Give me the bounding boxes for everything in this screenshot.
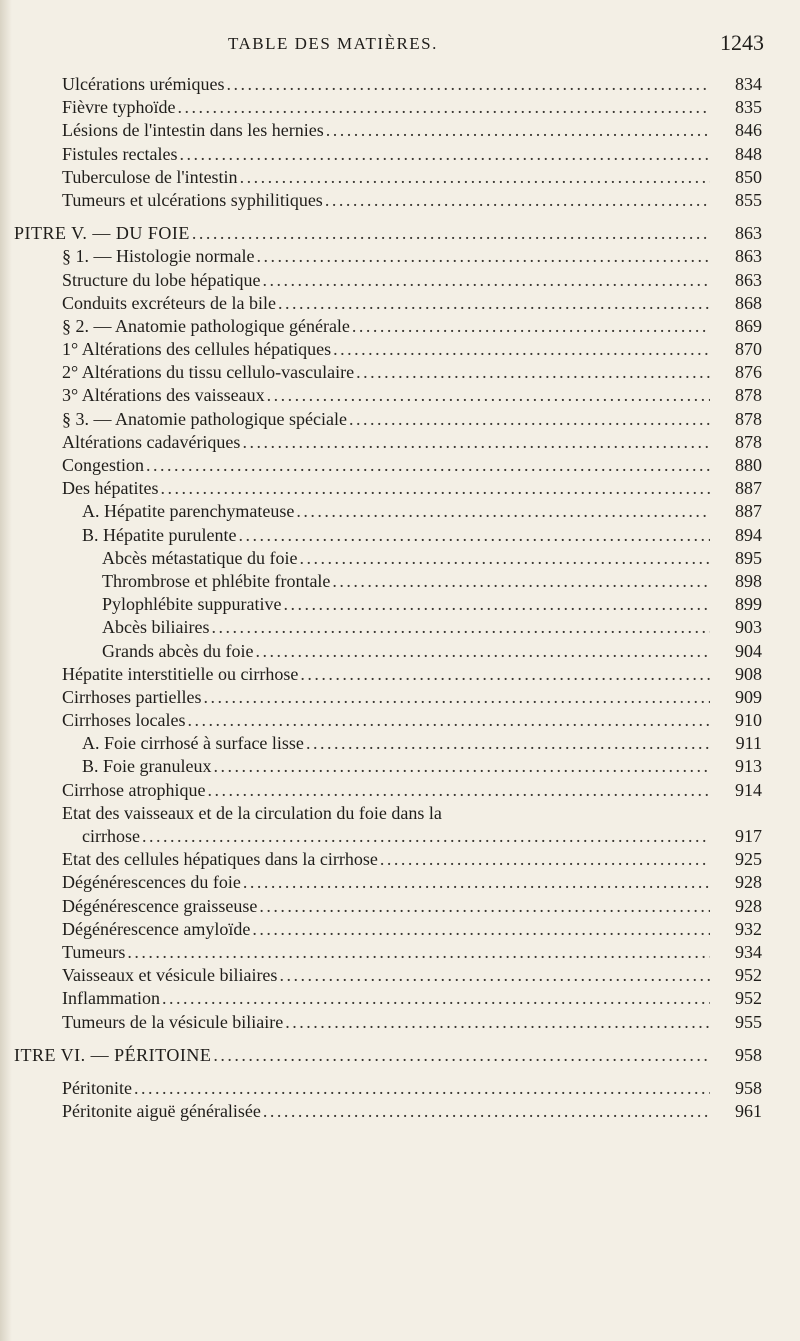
dot-leader bbox=[127, 941, 710, 964]
toc-entry-title: PITRE V. — DU FOIE bbox=[14, 223, 190, 244]
toc-page-number: 932 bbox=[735, 918, 762, 939]
toc-entry-title: Péritonite bbox=[62, 1077, 132, 1098]
dot-leader bbox=[207, 779, 710, 802]
dot-leader bbox=[134, 1077, 710, 1100]
toc-entry bbox=[0, 189, 800, 212]
toc-page-number: 910 bbox=[735, 710, 762, 731]
toc-entry-line bbox=[62, 315, 800, 338]
toc-entry bbox=[0, 245, 800, 268]
toc-entry bbox=[0, 96, 800, 119]
toc-entry-line bbox=[62, 987, 800, 1010]
toc-entry bbox=[0, 361, 800, 384]
toc-page-number: 876 bbox=[735, 362, 762, 383]
toc-entry bbox=[0, 616, 800, 639]
toc-entry-line bbox=[62, 119, 800, 142]
toc-entry-title: Dégénérescence graisseuse bbox=[62, 895, 258, 916]
toc-entry bbox=[0, 987, 800, 1010]
toc-entry-title: cirrhose bbox=[82, 826, 140, 846]
dot-leader bbox=[259, 895, 710, 918]
toc-entry-title: Fièvre typhoïde bbox=[62, 97, 176, 118]
dot-leader bbox=[267, 384, 710, 407]
toc-entry-title: Conduits excréteurs de la bile bbox=[62, 292, 276, 313]
toc-entry-title: § 2. — Anatomie pathologique générale bbox=[62, 315, 350, 336]
toc-entry bbox=[0, 802, 800, 825]
toc-entry-title: Tumeurs et ulcérations syphilitiques bbox=[62, 189, 323, 210]
dot-leader bbox=[203, 686, 710, 709]
toc-entry bbox=[0, 119, 800, 142]
toc-entry-line bbox=[62, 848, 800, 871]
toc-entry-line bbox=[62, 269, 800, 292]
toc-entry-line bbox=[62, 96, 800, 119]
toc-page-number: 863 bbox=[735, 269, 762, 290]
toc-entry bbox=[0, 1077, 800, 1100]
dot-leader bbox=[255, 640, 710, 663]
dot-leader bbox=[262, 269, 710, 292]
dot-leader bbox=[332, 570, 710, 593]
toc-entry bbox=[0, 384, 800, 407]
toc-page-number: 955 bbox=[735, 1011, 762, 1032]
toc-entry-line bbox=[62, 1100, 800, 1123]
dot-leader bbox=[333, 338, 710, 361]
toc-page-number: 848 bbox=[735, 143, 762, 164]
toc-page-number: 952 bbox=[735, 965, 762, 986]
dot-leader bbox=[299, 547, 710, 570]
dot-leader bbox=[192, 222, 710, 245]
toc-entry-title: Dégénérescence amyloïde bbox=[62, 918, 251, 939]
toc-entry-line bbox=[62, 871, 800, 894]
dot-leader bbox=[240, 166, 710, 189]
toc-entry-title: Grands abcès du foie bbox=[102, 640, 254, 661]
toc-entry bbox=[0, 732, 800, 755]
table-of-contents bbox=[0, 73, 800, 1123]
toc-page-number: 855 bbox=[735, 189, 762, 210]
dot-leader bbox=[306, 732, 710, 755]
dot-leader bbox=[256, 245, 710, 268]
toc-entry-line bbox=[82, 500, 800, 523]
toc-page-number: 909 bbox=[735, 686, 762, 707]
toc-entry-title: Fistules rectales bbox=[62, 143, 178, 164]
toc-entry bbox=[0, 454, 800, 477]
toc-page-number: 934 bbox=[735, 941, 762, 962]
toc-entry-line bbox=[62, 361, 800, 384]
toc-page-number: 952 bbox=[735, 988, 762, 1009]
toc-entry bbox=[0, 640, 800, 663]
toc-page-number: 913 bbox=[735, 756, 762, 777]
dot-leader bbox=[352, 315, 710, 338]
toc-entry-title: Hépatite interstitielle ou cirrhose bbox=[62, 663, 299, 684]
toc-entry bbox=[0, 547, 800, 570]
toc-entry-line bbox=[82, 732, 800, 755]
toc-entry bbox=[0, 593, 800, 616]
toc-page-number: 880 bbox=[735, 455, 762, 475]
toc-entry-title: Tumeurs de la vésicule biliaire bbox=[62, 1011, 284, 1032]
toc-entry-title: ITRE VI. — PÉRITOINE bbox=[14, 1044, 212, 1065]
dot-leader bbox=[162, 987, 710, 1010]
toc-entry-title: § 3. — Anatomie pathologique spéciale bbox=[62, 408, 347, 429]
toc-page-number: 961 bbox=[735, 1101, 762, 1122]
dot-leader bbox=[263, 1100, 710, 1123]
toc-entry bbox=[0, 1100, 800, 1123]
toc-page-number: 958 bbox=[735, 1077, 762, 1098]
toc-entry-line bbox=[102, 547, 800, 570]
toc-entry bbox=[0, 315, 800, 338]
toc-entry-title: Cirrhoses partielles bbox=[62, 686, 202, 707]
toc-page-number: 878 bbox=[735, 408, 762, 429]
dot-leader bbox=[296, 500, 710, 523]
toc-entry-line bbox=[62, 895, 800, 918]
dot-leader bbox=[213, 755, 710, 778]
toc-entry-title: Pylophlébite suppurative bbox=[102, 594, 282, 615]
toc-entry bbox=[0, 779, 800, 802]
toc-entry-title: Cirrhoses locales bbox=[62, 710, 186, 731]
dot-leader bbox=[179, 143, 710, 166]
toc-entry-title: 2° Altérations du tissu cellulo-vasculaire bbox=[62, 362, 355, 383]
toc-entry-line bbox=[62, 477, 800, 500]
dot-leader bbox=[326, 119, 710, 142]
dot-leader bbox=[279, 964, 710, 987]
dot-leader bbox=[243, 871, 710, 894]
toc-page-number: 868 bbox=[735, 292, 762, 313]
dot-leader bbox=[356, 361, 710, 384]
toc-entry bbox=[0, 895, 800, 918]
toc-entry-title: Ulcérations urémiques bbox=[62, 74, 225, 94]
toc-page-number: 928 bbox=[735, 872, 762, 893]
dot-leader bbox=[283, 593, 710, 616]
toc-page-number: 914 bbox=[735, 779, 762, 800]
toc-page-number: 870 bbox=[735, 339, 762, 360]
toc-entry-title: Etat des cellules hépatiques dans la cirrhose bbox=[62, 849, 378, 870]
toc-entry bbox=[0, 1011, 800, 1034]
page-number: 1243 bbox=[720, 30, 764, 55]
toc-page-number: 846 bbox=[735, 120, 762, 141]
toc-entry bbox=[0, 755, 800, 778]
toc-entry bbox=[0, 500, 800, 523]
toc-page-number: 917 bbox=[735, 826, 762, 846]
toc-page-number: 869 bbox=[735, 315, 762, 336]
dot-leader bbox=[380, 848, 710, 871]
toc-entry-line bbox=[62, 663, 800, 686]
toc-entry-line bbox=[62, 73, 800, 96]
toc-entry-line bbox=[102, 593, 800, 616]
toc-entry-line bbox=[14, 222, 800, 245]
toc-page-number: 895 bbox=[735, 547, 762, 568]
dot-leader bbox=[300, 663, 710, 686]
toc-entry-title: Abcès biliaires bbox=[102, 617, 210, 638]
toc-page-number: 925 bbox=[735, 849, 762, 870]
toc-entry-title: Tumeurs bbox=[62, 941, 126, 962]
toc-page-number: 850 bbox=[735, 166, 762, 187]
toc-entry-title: Péritonite aiguë généralisée bbox=[62, 1101, 261, 1122]
toc-entry bbox=[0, 709, 800, 732]
dot-leader bbox=[142, 825, 710, 848]
toc-entry-title: Altérations cadavériques bbox=[62, 431, 241, 452]
toc-entry-line bbox=[62, 245, 800, 268]
toc-entry-line bbox=[62, 338, 800, 361]
toc-entry bbox=[0, 686, 800, 709]
toc-entry-title: Congestion bbox=[62, 455, 145, 475]
toc-entry-title: 1° Altérations des cellules hépatiques bbox=[62, 339, 332, 360]
toc-entry bbox=[0, 941, 800, 964]
toc-entry-line bbox=[102, 570, 800, 593]
toc-entry bbox=[0, 871, 800, 894]
running-title: TABLE DES MATIÈRES. bbox=[228, 34, 438, 53]
toc-entry-line bbox=[62, 431, 800, 454]
toc-entry-line bbox=[62, 166, 800, 189]
toc-chapter-entry bbox=[0, 222, 800, 245]
toc-entry-line bbox=[62, 709, 800, 732]
toc-entry-title: Tuberculose de l'intestin bbox=[62, 166, 238, 187]
toc-page-number: 899 bbox=[735, 594, 762, 615]
toc-entry bbox=[0, 269, 800, 292]
toc-entry-title: B. Hépatite purulente bbox=[82, 524, 237, 545]
toc-entry-title: Dégénérescences du foie bbox=[62, 872, 241, 893]
toc-entry-line bbox=[62, 941, 800, 964]
toc-entry bbox=[0, 408, 800, 431]
toc-entry-title: Structure du lobe hépatique bbox=[62, 269, 261, 290]
toc-entry-line bbox=[82, 524, 800, 547]
toc-page-number: 863 bbox=[735, 246, 762, 267]
dot-leader bbox=[146, 454, 710, 477]
toc-entry-line bbox=[62, 384, 800, 407]
toc-entry-title: Abcès métastatique du foie bbox=[102, 547, 298, 568]
toc-entry-title: Inflammation bbox=[62, 988, 160, 1009]
toc-entry-line bbox=[62, 1011, 800, 1034]
toc-entry bbox=[0, 524, 800, 547]
toc-entry-line bbox=[62, 1077, 800, 1100]
toc-entry-line bbox=[62, 292, 800, 315]
toc-page-number: 904 bbox=[735, 640, 762, 661]
toc-entry bbox=[0, 73, 800, 96]
toc-entry-line bbox=[102, 616, 800, 639]
toc-page-number: 903 bbox=[735, 617, 762, 638]
toc-entry bbox=[0, 964, 800, 987]
toc-entry-line bbox=[62, 686, 800, 709]
toc-entry bbox=[0, 292, 800, 315]
toc-entry-line bbox=[62, 454, 800, 477]
dot-leader bbox=[177, 96, 710, 119]
toc-chapter-entry bbox=[0, 1044, 800, 1067]
toc-entry-title: Des hépatites bbox=[62, 478, 159, 499]
dot-leader bbox=[187, 709, 710, 732]
toc-page-number: 878 bbox=[735, 385, 762, 406]
toc-entry-title: § 1. — Histologie normale bbox=[62, 246, 255, 267]
dot-leader bbox=[213, 1044, 710, 1067]
toc-entry bbox=[0, 166, 800, 189]
toc-entry-line bbox=[62, 802, 800, 825]
toc-page-number: 894 bbox=[735, 524, 762, 545]
toc-entry bbox=[0, 477, 800, 500]
toc-entry-line bbox=[62, 779, 800, 802]
toc-page-number: 863 bbox=[735, 223, 762, 244]
toc-page-number: 834 bbox=[735, 74, 762, 94]
dot-leader bbox=[160, 477, 710, 500]
dot-leader bbox=[285, 1011, 710, 1034]
toc-page-number: 908 bbox=[735, 663, 762, 684]
toc-entry-title: 3° Altérations des vaisseaux bbox=[62, 385, 265, 406]
dot-leader bbox=[349, 408, 710, 431]
toc-entry-title: Etat des vaisseaux et de la circulation du foie dans la bbox=[62, 802, 442, 823]
toc-entry bbox=[0, 825, 800, 848]
dot-leader bbox=[252, 918, 710, 941]
toc-entry-title: A. Foie cirrhosé à surface lisse bbox=[82, 733, 304, 754]
toc-page-number: 928 bbox=[735, 895, 762, 916]
toc-entry bbox=[0, 338, 800, 361]
dot-leader bbox=[226, 73, 710, 96]
toc-entry-title: Thrombrose et phlébite frontale bbox=[102, 570, 331, 591]
toc-page-number: 958 bbox=[735, 1044, 762, 1065]
toc-entry-line bbox=[62, 408, 800, 431]
toc-entry-title: A. Hépatite parenchymateuse bbox=[82, 501, 295, 522]
dot-leader bbox=[211, 616, 710, 639]
toc-page-number: 898 bbox=[735, 570, 762, 591]
toc-entry bbox=[0, 918, 800, 941]
dot-leader bbox=[242, 431, 710, 454]
toc-page-number: 878 bbox=[735, 431, 762, 452]
toc-entry-line bbox=[14, 1044, 800, 1067]
toc-entry-title: Lésions de l'intestin dans les hernies bbox=[62, 120, 324, 141]
toc-page-number: 835 bbox=[735, 97, 762, 118]
toc-entry-line bbox=[102, 640, 800, 663]
toc-entry-title: Cirrhose atrophique bbox=[62, 779, 206, 800]
toc-entry-line bbox=[82, 825, 800, 848]
toc-entry-line bbox=[62, 189, 800, 212]
toc-page-number: 887 bbox=[735, 478, 762, 499]
toc-page-number: 887 bbox=[735, 501, 762, 522]
dot-leader bbox=[325, 189, 710, 212]
dot-leader bbox=[278, 292, 710, 315]
toc-entry bbox=[0, 143, 800, 166]
toc-entry bbox=[0, 431, 800, 454]
toc-entry-line bbox=[62, 964, 800, 987]
dot-leader bbox=[238, 524, 710, 547]
toc-entry bbox=[0, 663, 800, 686]
toc-entry-title: Vaisseaux et vésicule biliaires bbox=[62, 965, 278, 986]
toc-entry bbox=[0, 570, 800, 593]
toc-entry bbox=[0, 848, 800, 871]
toc-entry-line bbox=[62, 918, 800, 941]
page-header bbox=[0, 12, 800, 55]
toc-entry-line bbox=[62, 143, 800, 166]
toc-entry-line bbox=[82, 755, 800, 778]
toc-page-number: 911 bbox=[735, 733, 762, 754]
toc-entry-title: B. Foie granuleux bbox=[82, 756, 212, 777]
